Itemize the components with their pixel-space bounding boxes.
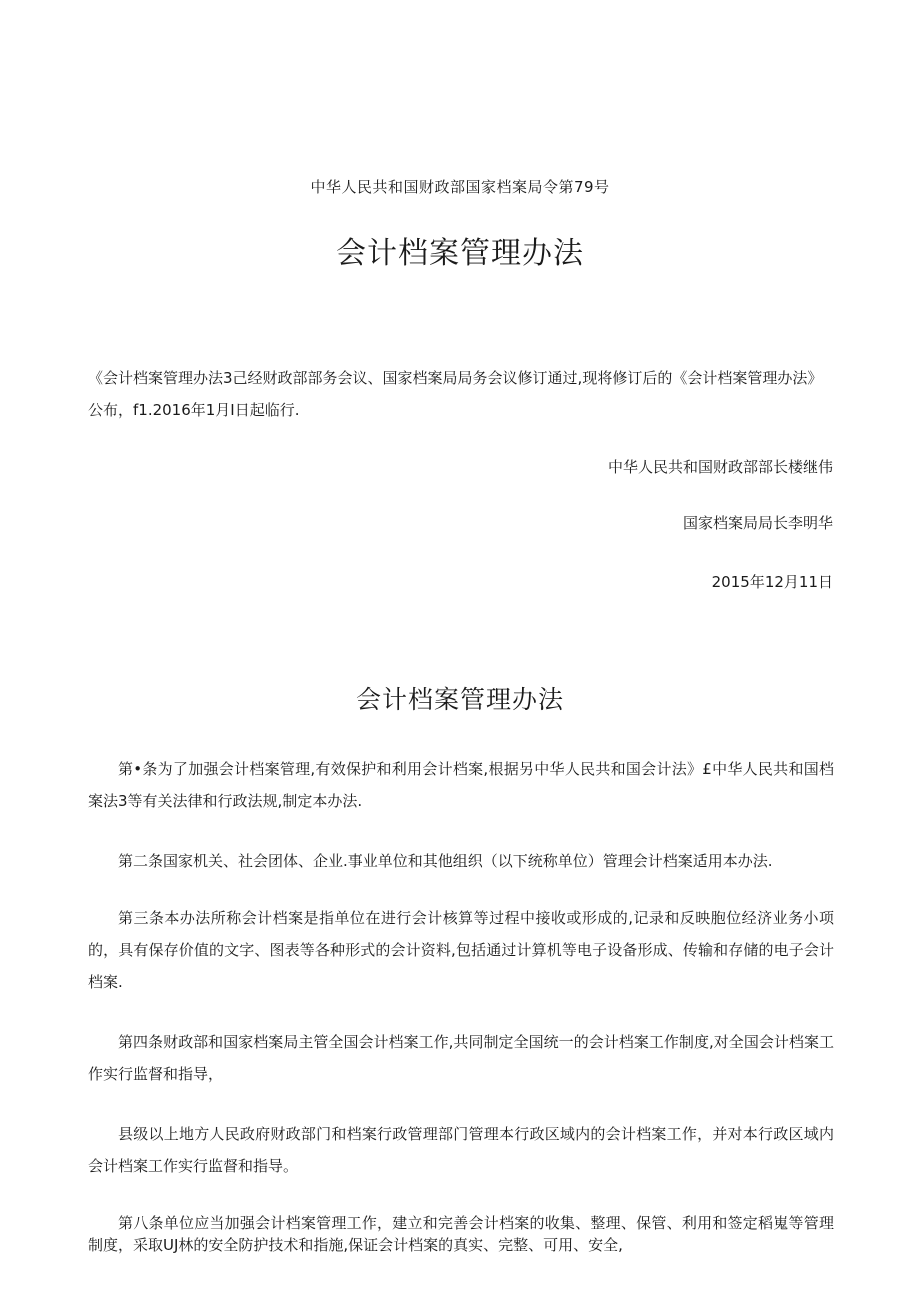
article-8: 第八条单位应当加强会计档案管理工作，建立和完善会计档案的收集、整理、保管、利用和签定稻嵬等管理制度，采取UJ林的安全防护技术和指施,保证会计档案的真实、完整、可用、安全, <box>88 1214 834 1254</box>
document-title: 会计档案管理办法 <box>336 236 584 271</box>
article-4-paragraph-2: 县级以上地方人民政府财政部门和档案行政管理部门管理本行政区域内的会计档案工作，并对本行政区域内会计档案工作实行监督和指导。 <box>88 1125 834 1175</box>
signature-date: 2015年12月11日 <box>711 573 833 591</box>
article-1: 第•条为了加强会计档案管理,有效保护和利用会计档案,根据另中华人民共和国会计法》£中华人民共和国档案法3等有关法律和行政法规,制定本办法. <box>88 760 834 810</box>
regulation-title: 会计档案管理办法 <box>355 685 564 714</box>
article-2: 第二条国家机关、社会团体、企业.事业单位和其他组织（以下统称单位）管理会计档案适用本办法. <box>118 852 773 870</box>
promulgation-notice: 《会计档案管理办法3己经财政部部务会议、国家档案局局务会议修订通过,现将修订后的《会计档案管理办法》公布，f1.2016年1月I日起临行. <box>88 369 823 419</box>
signature-archives-director: 国家档案局局长李明华 <box>682 514 833 532</box>
article-4: 第四条财政部和国家档案局主管全国会计档案工作,共同制定全国统一的会计档案工作制度,对全国会计档案工作实行监督和指导， <box>88 1033 834 1083</box>
article-3: 第三条本办法所称会计档案是指单位在进行会计核算等过程中接收或形成的,记录和反映胞位经济业务小项的，具有保存价值的文字、图表等各种形式的会计资料,包括通过计算机等电子设备形成、传输和存储的电子会计档案. <box>88 909 834 991</box>
decree-number: 中华人民共和国财政部国家档案局令第79号 <box>310 178 610 196</box>
signature-finance-minister: 中华人民共和国财政部部长楼继伟 <box>607 458 833 476</box>
